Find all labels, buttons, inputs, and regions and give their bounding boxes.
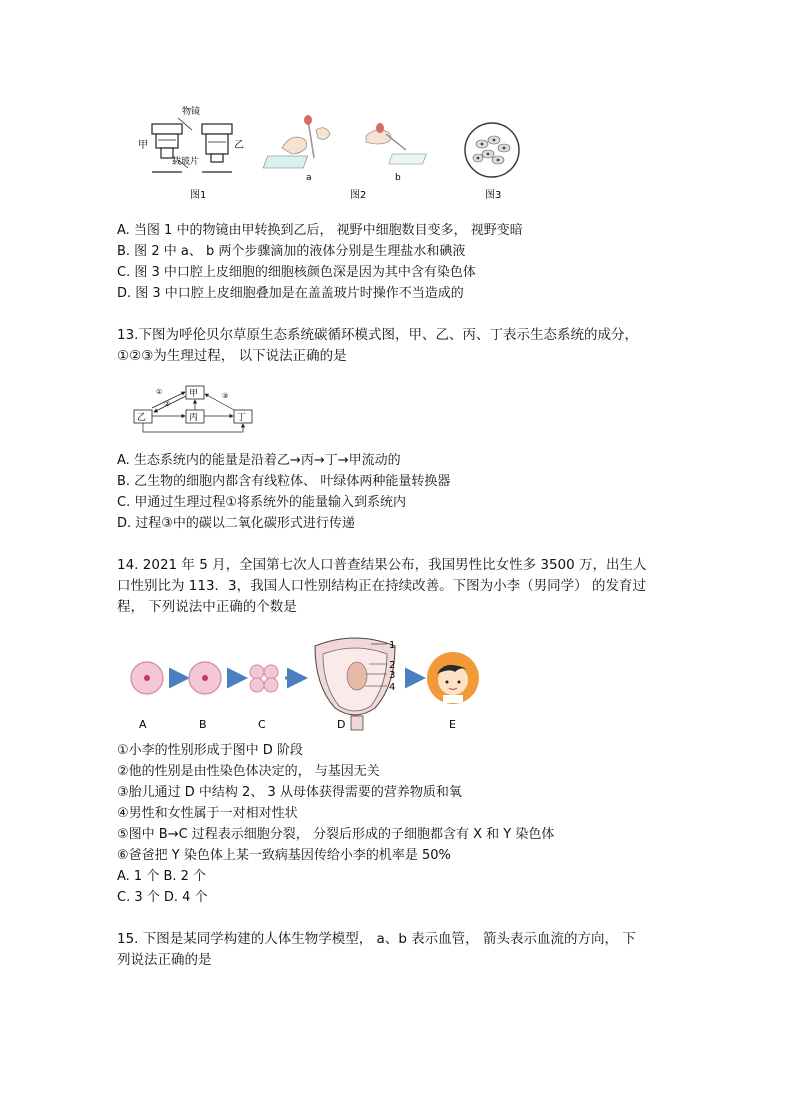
q14-statement-5: ⑤图中 B→C 过程表示细胞分裂， 分裂后形成的子细胞都含有 X 和 Y 染色体	[117, 827, 555, 842]
development-process-figure	[125, 632, 505, 740]
q14-stem-line2: 口性别比为 113．3，我国人口性别结构正在持续改善。下图为小李（男同学） 的发育过	[117, 578, 646, 594]
q13-option-d: D. 过程③中的碳以二氧化碳形式进行传递	[117, 516, 355, 531]
q13-option-a: A. 生态系统内的能量是沿着乙→丙→丁→甲流动的	[117, 453, 401, 468]
label-objective: 物镜	[182, 107, 201, 117]
process-2: ②	[164, 400, 171, 408]
microscope-objectives-figure	[138, 105, 244, 172]
q12-option-b: B. 图 2 中 a、 b 两个步骤滴加的液体分别是生理盐水和碘液	[117, 244, 466, 259]
q14-options-line1: A. 1 个 B. 2 个	[117, 869, 207, 884]
stage-label-e: E	[449, 718, 456, 731]
stage-label-c: C	[258, 718, 266, 731]
carbon-cycle-diagram	[130, 382, 280, 438]
process-3: ③	[222, 392, 229, 400]
cell-view-figure	[465, 123, 519, 177]
stage-label-d: D	[337, 718, 346, 731]
node-jia: 甲	[189, 389, 199, 399]
q14-statement-4: ④男性和女性属于一对相对性状	[117, 806, 298, 821]
q14-stem-line1: 14. 2021 年 5 月，全国第七次人口普查结果公布，我国男性比女性多 3500 万，出生人	[117, 557, 647, 573]
caption-fig1: 图1	[190, 190, 207, 201]
label-slide: 载玻片	[172, 157, 200, 167]
q15-stem-line2: 列说法正确的是	[117, 952, 212, 968]
q13-option-c: C. 甲通过生理过程①将系统外的能量输入到系统内	[117, 495, 406, 510]
q13-stem-line1: 13.下图为呼伦贝尔草原生态系统碳循环模式图，甲、乙、丙、丁表示生态系统的成分，	[117, 327, 638, 343]
caption-fig3: 图3	[485, 190, 502, 201]
node-bing: 丙	[189, 413, 199, 423]
slide-preparation-figure	[263, 115, 426, 183]
structure-label-3: 3	[389, 670, 396, 681]
q14-statement-2: ②他的性别是由性染色体决定的， 与基因无关	[117, 764, 380, 779]
q15-stem-line1: 15. 下图是某同学构建的人体生物学模型， a、b 表示血管， 箭头表示血流的方向， 下	[117, 931, 636, 947]
q14-statement-1: ①小李的性别形成于图中 D 阶段	[117, 743, 303, 758]
structure-label-2: 2	[389, 660, 396, 671]
stage-label-a: A	[139, 718, 147, 731]
caption-fig2: 图2	[350, 190, 367, 201]
q12-option-c: C. 图 3 中口腔上皮细胞的细胞核颜色深是因为其中含有染色体	[117, 265, 476, 280]
node-ding: 丁	[237, 413, 247, 423]
node-yi: 乙	[137, 413, 147, 423]
q14-stem-line3: 程， 下列说法中正确的个数是	[117, 599, 297, 615]
q14-statement-3: ③胎儿通过 D 中结构 2、 3 从母体获得需要的营养物质和氧	[117, 785, 462, 800]
stage-label-b: B	[199, 718, 207, 731]
q13-stem-line2: ①②③为生理过程， 以下说法正确的是	[117, 348, 347, 364]
figure-row-top	[130, 100, 530, 205]
q14-statement-6: ⑥爸爸把 Y 染色体上某一致病基因传给小李的机率是 50%	[117, 848, 451, 863]
structure-label-1: 1	[389, 640, 396, 651]
label-step-a: a	[306, 173, 312, 183]
process-1: ①	[156, 388, 163, 396]
label-jia: 甲	[138, 140, 148, 151]
q12-option-a: A. 当图 1 中的物镜由甲转换到乙后， 视野中细胞数目变多， 视野变暗	[117, 223, 523, 238]
q12-option-d: D. 图 3 中口腔上皮细胞叠加是在盖盖玻片时操作不当造成的	[117, 286, 464, 301]
q13-option-b: B. 乙生物的细胞内都含有线粒体、 叶绿体两种能量转换器	[117, 474, 451, 489]
label-step-b: b	[395, 173, 401, 183]
label-yi: 乙	[234, 140, 244, 151]
structure-label-4: 4	[389, 682, 396, 693]
q14-options-line2: C. 3 个 D. 4 个	[117, 890, 208, 905]
